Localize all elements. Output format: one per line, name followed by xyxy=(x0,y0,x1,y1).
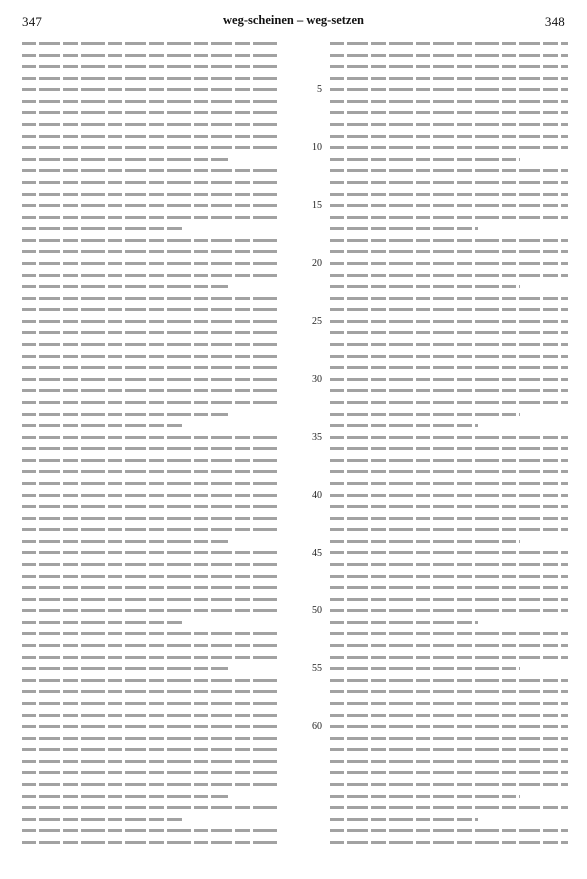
text-line xyxy=(330,193,568,196)
text-line xyxy=(22,818,182,821)
text-line xyxy=(22,621,182,624)
text-line xyxy=(22,274,280,277)
text-line xyxy=(330,343,568,346)
page-number-right: 348 xyxy=(544,14,565,29)
text-line xyxy=(22,829,280,832)
text-line xyxy=(330,135,568,138)
text-line xyxy=(22,470,280,473)
text-line xyxy=(330,285,520,288)
text-line xyxy=(330,551,568,554)
text-line xyxy=(22,42,280,45)
text-line xyxy=(22,679,280,682)
text-line xyxy=(22,424,182,427)
text-line xyxy=(22,355,280,358)
text-line xyxy=(22,551,280,554)
text-line xyxy=(330,88,568,91)
text-line xyxy=(330,274,568,277)
text-line xyxy=(22,505,280,508)
text-line xyxy=(22,841,280,844)
text-line xyxy=(330,737,568,740)
text-line xyxy=(330,297,568,300)
text-line xyxy=(22,135,280,138)
text-line xyxy=(330,262,568,265)
text-line xyxy=(22,494,280,497)
text-line xyxy=(22,690,280,693)
text-line xyxy=(22,598,280,601)
text-line xyxy=(22,586,280,589)
left-column-text xyxy=(22,42,280,862)
line-number: 20 xyxy=(312,258,322,270)
text-line xyxy=(22,783,280,786)
text-line xyxy=(330,517,568,520)
text-line xyxy=(22,748,280,751)
running-head: weg-scheinen – weg-setzen xyxy=(223,13,364,27)
text-line xyxy=(22,320,280,323)
text-line xyxy=(330,146,568,149)
text-line xyxy=(22,714,280,717)
line-number: 60 xyxy=(312,721,322,733)
line-number: 50 xyxy=(312,605,322,617)
text-line xyxy=(22,54,280,57)
text-line xyxy=(22,65,280,68)
text-line xyxy=(330,528,568,531)
text-line xyxy=(22,563,280,566)
text-line xyxy=(22,262,280,265)
text-line xyxy=(22,331,280,334)
text-line xyxy=(22,725,280,728)
page-header xyxy=(0,8,587,32)
text-line xyxy=(22,389,280,392)
text-line xyxy=(330,725,568,728)
text-line xyxy=(330,331,568,334)
text-line xyxy=(22,100,280,103)
text-line xyxy=(330,447,568,450)
text-line xyxy=(330,632,568,635)
text-line xyxy=(330,366,568,369)
text-line xyxy=(22,343,280,346)
text-line xyxy=(22,459,280,462)
text-line xyxy=(22,169,280,172)
line-number: 45 xyxy=(312,547,322,559)
text-line xyxy=(22,193,280,196)
text-line xyxy=(22,644,280,647)
line-number: 35 xyxy=(312,431,322,443)
text-line xyxy=(330,679,568,682)
text-line xyxy=(330,575,568,578)
text-line xyxy=(22,632,280,635)
text-line xyxy=(330,378,568,381)
text-line xyxy=(330,818,478,821)
text-line xyxy=(22,413,228,416)
text-line xyxy=(330,42,568,45)
text-line xyxy=(330,482,568,485)
text-line xyxy=(330,470,568,473)
text-line xyxy=(22,227,182,230)
text-line xyxy=(330,204,568,207)
text-line xyxy=(22,366,280,369)
text-line xyxy=(330,690,568,693)
text-line xyxy=(330,540,520,543)
text-line xyxy=(22,667,228,670)
text-line xyxy=(330,65,568,68)
text-line xyxy=(330,783,568,786)
text-line xyxy=(330,158,520,161)
text-line xyxy=(22,297,280,300)
text-line xyxy=(22,123,280,126)
text-line xyxy=(22,609,280,612)
text-line xyxy=(330,181,568,184)
text-line xyxy=(22,656,280,659)
text-line xyxy=(330,77,568,80)
line-number: 40 xyxy=(312,489,322,501)
text-line xyxy=(330,656,568,659)
text-line xyxy=(330,413,520,416)
text-line xyxy=(22,575,280,578)
text-line xyxy=(22,795,228,798)
line-number: 5 xyxy=(317,84,322,96)
text-line xyxy=(330,424,478,427)
text-line xyxy=(22,737,280,740)
text-line xyxy=(330,227,478,230)
text-line xyxy=(22,760,280,763)
text-line xyxy=(330,216,568,219)
text-line xyxy=(330,702,568,705)
text-line xyxy=(22,239,280,242)
text-line xyxy=(330,401,568,404)
text-line xyxy=(330,795,520,798)
text-line xyxy=(330,771,568,774)
text-line xyxy=(330,609,568,612)
text-line xyxy=(22,378,280,381)
line-number: 30 xyxy=(312,373,322,385)
text-line xyxy=(22,250,280,253)
text-line xyxy=(22,517,280,520)
text-line xyxy=(330,841,568,844)
text-line xyxy=(330,169,568,172)
text-line xyxy=(330,123,568,126)
text-line xyxy=(22,528,280,531)
text-line xyxy=(330,239,568,242)
text-line xyxy=(330,100,568,103)
text-line xyxy=(330,505,568,508)
text-line xyxy=(22,158,228,161)
text-line xyxy=(330,250,568,253)
page-number-left: 347 xyxy=(22,14,43,29)
text-line xyxy=(22,216,280,219)
line-number-gutter xyxy=(288,42,324,862)
line-number: 10 xyxy=(312,142,322,154)
text-line xyxy=(22,111,280,114)
text-line xyxy=(330,389,568,392)
text-line xyxy=(330,54,568,57)
text-line xyxy=(22,285,228,288)
text-line xyxy=(330,748,568,751)
right-column-text xyxy=(330,42,568,862)
text-line xyxy=(330,621,478,624)
text-line xyxy=(22,204,280,207)
line-number: 55 xyxy=(312,663,322,675)
text-line xyxy=(22,771,280,774)
text-line xyxy=(22,702,280,705)
text-line xyxy=(22,482,280,485)
text-line xyxy=(330,436,568,439)
text-line xyxy=(22,806,280,809)
text-line xyxy=(330,714,568,717)
text-line xyxy=(330,806,568,809)
text-line xyxy=(22,447,280,450)
text-line xyxy=(330,320,568,323)
text-line xyxy=(22,77,280,80)
text-line xyxy=(330,586,568,589)
text-line xyxy=(330,459,568,462)
text-line xyxy=(330,111,568,114)
text-line xyxy=(330,355,568,358)
text-line xyxy=(330,667,520,670)
text-line xyxy=(22,540,228,543)
text-line xyxy=(22,146,280,149)
text-line xyxy=(330,563,568,566)
text-line xyxy=(22,436,280,439)
text-line xyxy=(22,308,280,311)
text-line xyxy=(330,829,568,832)
text-line xyxy=(330,760,568,763)
text-line xyxy=(22,401,280,404)
line-number: 15 xyxy=(312,200,322,212)
text-line xyxy=(22,88,280,91)
text-line xyxy=(330,494,568,497)
text-line xyxy=(330,308,568,311)
line-number: 25 xyxy=(312,315,322,327)
text-line xyxy=(330,644,568,647)
text-line xyxy=(330,598,568,601)
text-line xyxy=(22,181,280,184)
